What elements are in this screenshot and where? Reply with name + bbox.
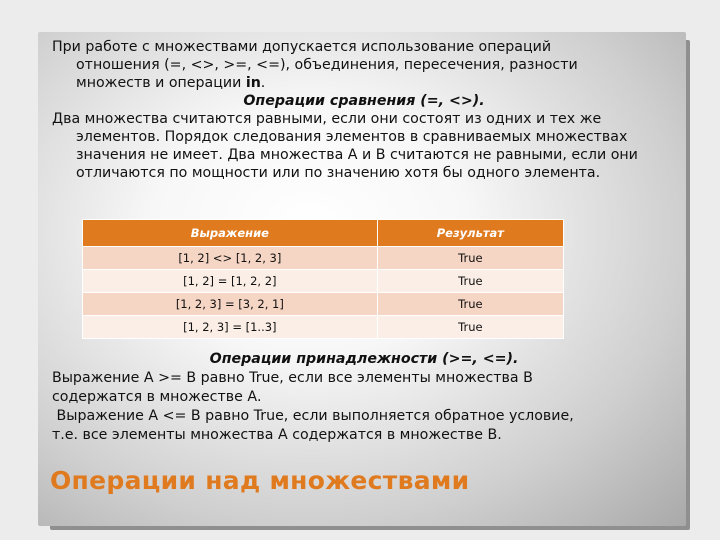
table-row — [83, 270, 564, 293]
membership-heading: Операции принадлежности (>=, <=). — [209, 351, 519, 367]
table-row — [83, 247, 564, 270]
membership-line-4: т.е. все элементы множества А содержатся в множестве В. — [52, 427, 502, 443]
membership-line-2: содержатся в множестве А. — [52, 389, 262, 405]
table-header-row — [83, 220, 564, 247]
intro-line-2: отношения (=, <>, >=, <=), объединения, пересечения, разности — [76, 57, 578, 73]
comparison-paragraph-rest: элементов. Порядок следования элементов в сравниваемых множествах значения не имеет. Два множества А и В считаются не равными, если они отличаются по мощности или по значению хотя бы одного элемента. — [76, 129, 638, 181]
intro-line-1: При работе с множествами допускается использование операций — [52, 39, 552, 55]
header-result: Результат — [377, 220, 563, 247]
membership-line-1: Выражение А >= В равно True, если все элементы множества В — [52, 370, 533, 386]
intro-line-3: множеств и операции in. — [76, 75, 266, 91]
cell-result: True — [377, 293, 563, 316]
cell-result: True — [377, 270, 563, 293]
in-keyword: in — [245, 75, 261, 91]
cell-expression: [1, 2] = [1, 2, 2] — [83, 270, 378, 293]
table-row — [83, 293, 564, 316]
cell-result: True — [377, 247, 563, 270]
intro-section — [52, 38, 676, 182]
membership-section — [52, 350, 676, 445]
comparison-heading: Операции сравнения (=, <>). — [243, 93, 485, 109]
cell-result: True — [377, 316, 563, 339]
slide-title: Операции над множествами — [50, 466, 470, 495]
header-expression: Выражение — [83, 220, 378, 247]
membership-line-3: Выражение А <= В равно True, если выполняется обратное условие, — [52, 408, 574, 424]
table-row — [83, 316, 564, 339]
comparison-table — [82, 219, 564, 339]
cell-expression: [1, 2] <> [1, 2, 3] — [83, 247, 378, 270]
comparison-paragraph — [52, 110, 676, 128]
comparison-first-line: Два множества считаются равными, если они состоят из одних и тех же — [52, 111, 602, 127]
cell-expression: [1, 2, 3] = [1..3] — [83, 316, 378, 339]
intro-paragraph — [52, 38, 676, 92]
cell-expression: [1, 2, 3] = [3, 2, 1] — [83, 293, 378, 316]
